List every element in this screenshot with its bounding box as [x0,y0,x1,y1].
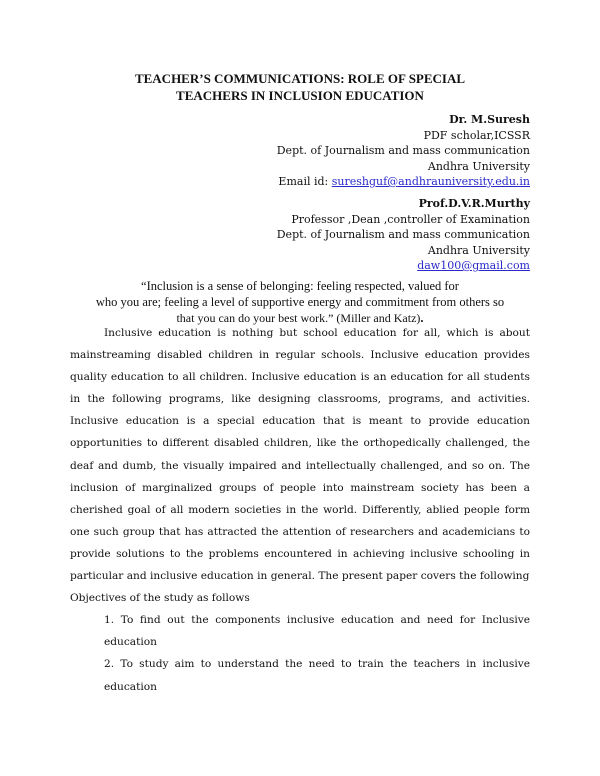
title-line-2: TEACHERS IN INCLUSION EDUCATION [176,88,424,103]
body-text [70,322,530,698]
title-line-1: TEACHER’S COMMUNICATIONS: ROLE OF SPECIAL [134,71,466,86]
author-name: Prof.D.V.R.Murthy [418,197,530,210]
author-dept: Dept. of Journalism and mass communication [276,228,530,241]
author-email-link[interactable]: sureshguf@andhrauniversity.edu.in [331,175,530,188]
author-dept: Dept. of Journalism and mass communication [276,144,530,157]
author-block-2 [277,196,530,274]
author-university: Andhra University [427,159,530,173]
author-name: Dr. M.Suresh [449,113,530,126]
author-email-line [277,258,530,274]
objectives-list [70,609,530,697]
quote-citation: that you can do your best work.” (Miller and Katz) [176,311,421,325]
author-role: PDF scholar,ICSSR [423,128,530,142]
author-email-line [277,174,530,190]
intro-paragraph: Inclusive education is nothing but school education for all, which is about mainstreaming disabled children in regular schools. Inclusive education provides quality education to all children. Inclusive education is an education for all students in the following programs, like designing classrooms, programs, and activities. Inclusive education is a special education that is meant to provide education opportunities to different disabled children, like the orthopedically challenged, the deaf and dumb, the visually impaired and intellectually challenged, and so on. The inclusion of marginalized groups of people into mainstream society has been a cherished goal of all modern societies in the world. Differently, ablied people form one such group that has attracted the attention of researchers and academicians to provide solutions to the problems encountered in achieving inclusive schooling in particular and inclusive education in general. The present paper covers the following [70,327,530,583]
email-label: Email id: [278,175,329,188]
objectives-intro: Objectives of the study as follows [70,592,250,605]
objective-item: 1. To find out the components inclusive education and need for Inclusive education [104,614,530,649]
objective-item: 2. To study aim to understand the need to train the teachers in inclusive education [104,658,530,693]
quote-line-1: “Inclusion is a sense of belonging: feeling respected, valued for [141,279,459,293]
quote-period: . [420,311,424,325]
epigraph-quote [60,278,540,326]
author-role: Professor ,Dean ,controller of Examination [291,212,530,226]
author-university: Andhra University [427,243,530,257]
author-block-1 [277,112,530,190]
quote-line-2: who you are; feeling a level of supportive energy and commitment from others so [95,295,505,309]
author-email-link[interactable]: daw100@gmail.com [417,259,530,272]
paper-title [0,70,600,104]
